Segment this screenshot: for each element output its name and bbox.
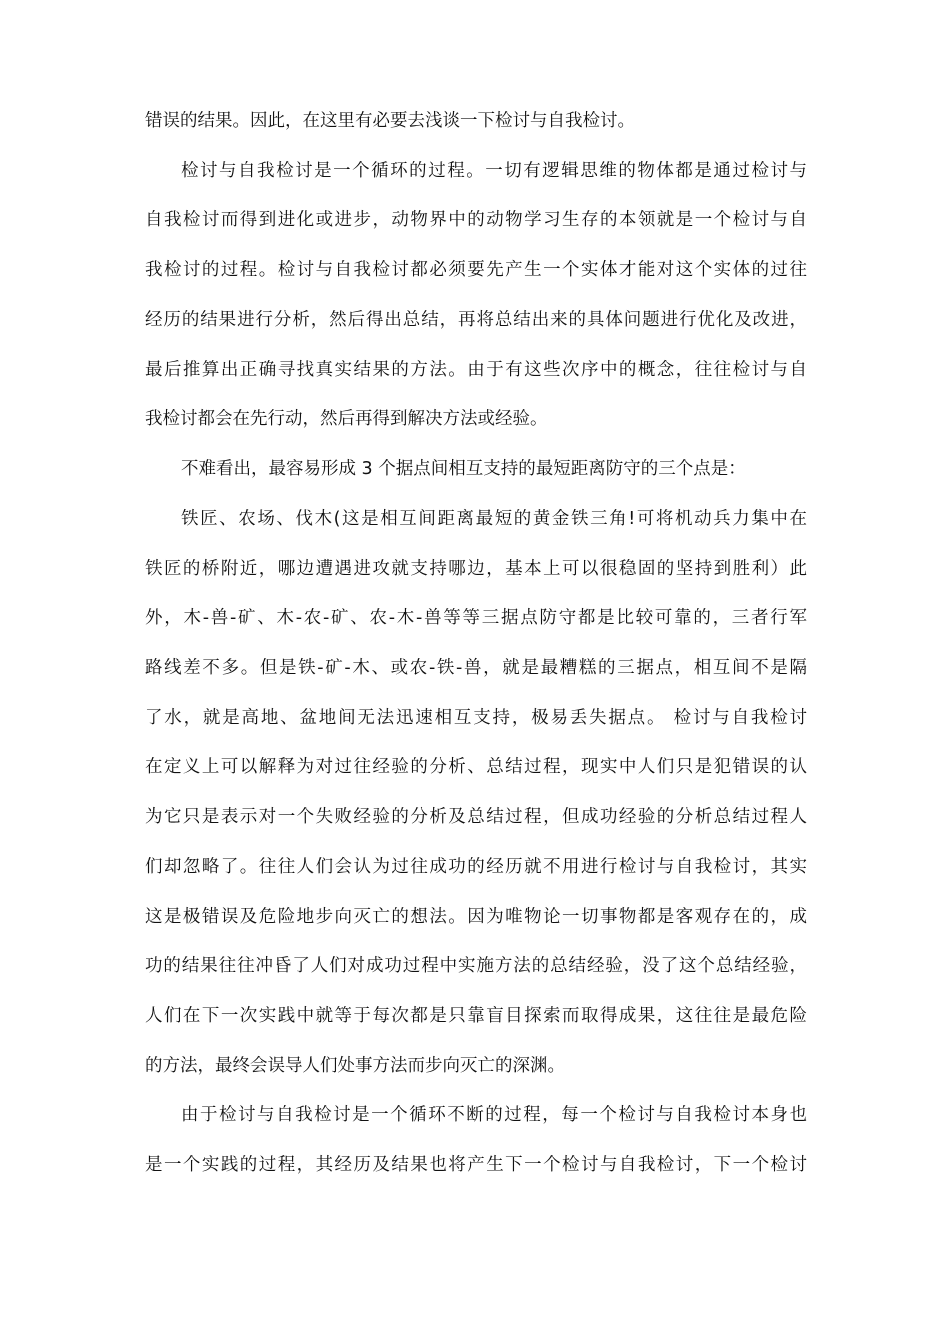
paragraph-first-line: 铁匠、农场、伐木(这是相互间距离最短的黄金铁三角!可将机动兵力集中在 [181,509,807,529]
text-line: 功的结果往往冲昏了人们对成功过程中实施方法的总结经验，没了这个总结经验， [145,956,807,976]
text-line: 的方法，最终会误导人们处事方法而步向灭亡的深渊。 [145,1056,565,1076]
text-line: 外，木-兽-矿、木-农-矿、农-木-兽等等三据点防守都是比较可靠的，三者行军 [145,608,807,628]
paragraph-first-line: 由于检讨与自我检讨是一个循环不断的过程，每一个检讨与自我检讨本身也 [181,1105,807,1125]
text-line: 们却忽略了。往往人们会认为过往成功的经历就不用进行检讨与自我检讨，其实 [145,857,807,877]
text-line: 人们在下一次实践中就等于每次都是只靠盲目探索而取得成果，这往往是最危险 [145,1006,807,1026]
text-line: 铁匠的桥附近，哪边遭遇进攻就支持哪边，基本上可以很稳固的坚持到胜利）此 [145,559,807,579]
paragraph-first-line: 检讨与自我检讨是一个循环的过程。一切有逻辑思维的物体都是通过检讨与 [181,161,807,181]
text-line: 自我检讨而得到进化或进步，动物界中的动物学习生存的本领就是一个检讨与自 [145,210,807,230]
text-line: 最后推算出正确寻找真实结果的方法。由于有这些次序中的概念，往往检讨与自 [145,360,807,380]
text-line: 我检讨都会在先行动，然后再得到解决方法或经验。 [145,409,548,429]
text-line: 经历的结果进行分析，然后得出总结，再将总结出来的具体问题进行优化及改进， [145,310,807,330]
text-line: 错误的结果。因此，在这里有必要去浅谈一下检讨与自我检讨。 [145,111,635,131]
text-line: 了水，就是高地、盆地间无法迅速相互支持，极易丢失据点。 检讨与自我检讨 [145,708,807,728]
text-line: 这是极错误及危险地步向灭亡的想法。因为唯物论一切事物都是客观存在的，成 [145,907,807,927]
text-line: 在定义上可以解释为对过往经验的分析、总结过程，现实中人们只是犯错误的认 [145,757,807,777]
text-line: 我检讨的过程。检讨与自我检讨都必须要先产生一个实体才能对这个实体的过往 [145,260,807,280]
paragraph-first-line: 不难看出，最容易形成 3 个据点间相互支持的最短距离防守的三个点是： [181,459,746,479]
text-line: 是一个实践的过程，其经历及结果也将产生下一个检讨与自我检讨，下一个检讨 [145,1155,807,1175]
text-line: 为它只是表示对一个失败经验的分析及总结过程，但成功经验的分析总结过程人 [145,807,807,827]
text-line: 路线差不多。但是铁-矿-木、或农-铁-兽，就是最糟糕的三据点，相互间不是隔 [145,658,807,678]
